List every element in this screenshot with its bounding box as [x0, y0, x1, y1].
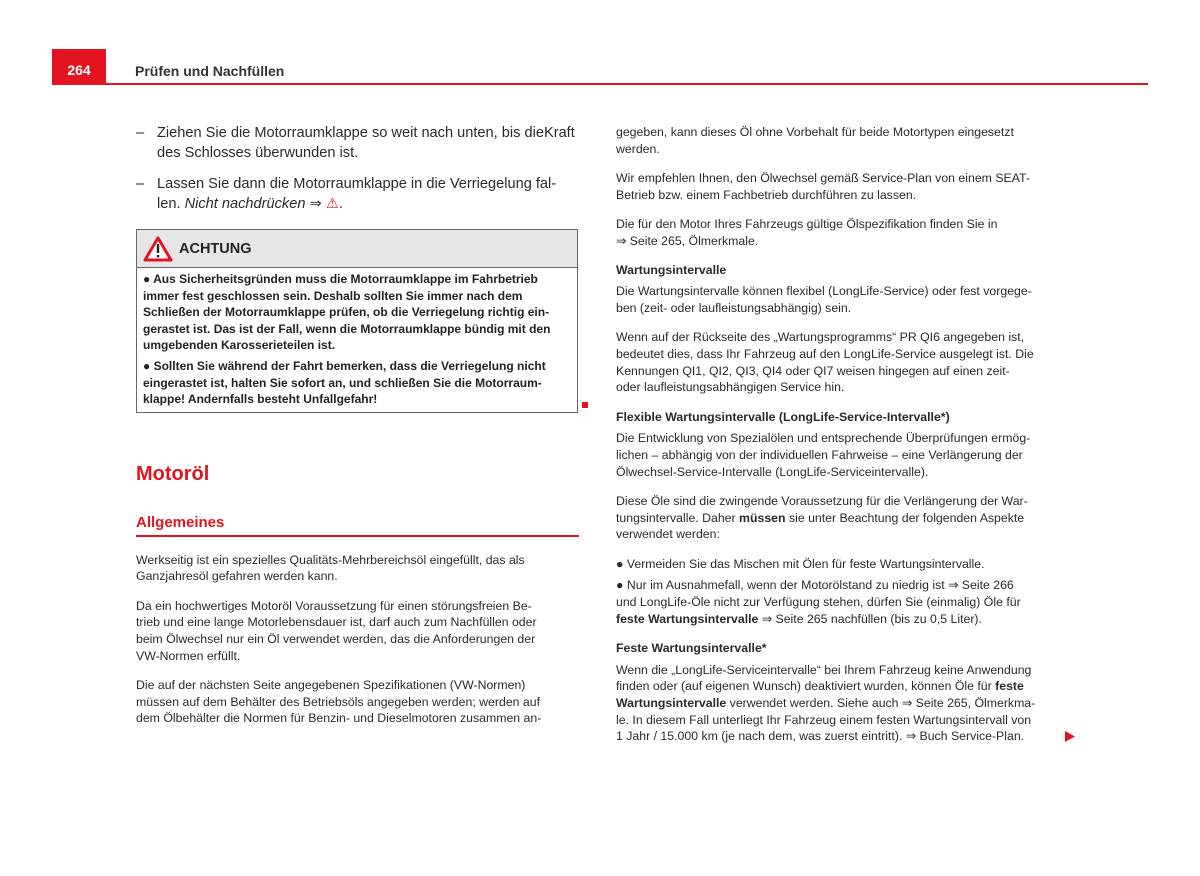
text-line: Ölwechsel-Service-Intervalle (LongLife-Serviceintervalle). — [616, 464, 929, 479]
warning-body — [137, 268, 577, 412]
chapter-title: Prüfen und Nachfüllen — [135, 63, 285, 79]
paragraph — [616, 430, 1061, 480]
text-line: Kraft des Schlosses überwunden ist. — [157, 125, 575, 161]
text-line: Ziehen Sie die Motorraumklappe so weit nach unten, bis die — [157, 125, 544, 141]
text-line: Die auf der nächsten Seite angegebenen Spezifikationen (VW-Normen) — [136, 677, 526, 692]
text-line: verwendet werden: — [616, 527, 720, 542]
paragraph — [136, 598, 579, 665]
text-segment: finden oder (auf eigenen Wunsch) deaktiviert wurden, können Öle für — [616, 679, 996, 694]
warning-triangle-icon — [143, 236, 173, 262]
text-line — [157, 196, 343, 212]
text-line: Wir empfehlen Ihnen, den Ölwechsel gemäß Service-Plan von einem SEAT- — [616, 170, 1030, 185]
text-line: werden. — [616, 141, 660, 156]
paragraph — [616, 124, 1061, 157]
text-line: Die Wartungsintervalle können flexibel (LongLife-Service) oder fest vorgege- — [616, 284, 1032, 299]
subsection-title: Allgemeines — [136, 514, 579, 537]
text-line: immer fest geschlossen sein. Deshalb sollten Sie immer nach dem — [143, 288, 523, 303]
step-1 — [136, 123, 579, 163]
text-line: oder laufleistungsabhängigen Service hin. — [616, 380, 845, 395]
text-line: ● Aus Sicherheitsgründen muss die Motorraumklappe im Fahrbetrieb — [143, 272, 538, 286]
end-marker — [582, 402, 588, 408]
warning-box — [136, 229, 578, 413]
continue-arrow-icon — [1065, 731, 1075, 742]
text-line: Ganzjahresöl gefahren werden kann. — [136, 569, 338, 584]
step-text — [157, 123, 579, 163]
paragraph — [616, 283, 1061, 316]
step-dash: – — [136, 176, 145, 192]
text-line: gerastet ist. Das ist der Fall, wenn die Motorraumklappe bündig mit den — [143, 321, 551, 336]
heading-feste: Feste Wartungsintervalle* — [616, 640, 767, 655]
text-line: ● Nur im Ausnahmefall, wenn der Motorölstand zu niedrig ist ⇒ Seite 266 — [616, 578, 1014, 593]
step-2 — [136, 174, 579, 214]
text-line: 1 Jahr / 15.000 km (je nach dem, was zuerst eintritt). ⇒ Buch Service-Plan. — [616, 729, 1025, 744]
text-line: Die Entwicklung von Spezialölen und entsprechende Überprüfungen ermög- — [616, 431, 1031, 446]
text-line: ● Sollten Sie während der Fahrt bemerken, dass die Verriegelung nicht — [143, 358, 546, 373]
warning-ref-icon: ⚠ — [325, 196, 339, 212]
text-segment: Nicht nachdrücken — [184, 196, 306, 212]
text-line: Lassen Sie dann die Motorraumklappe in die Verriegelung fal- — [157, 176, 557, 192]
paragraph — [616, 493, 1061, 543]
paragraph — [136, 677, 579, 727]
step-text — [157, 174, 579, 214]
text-line — [616, 510, 1061, 527]
warning-item-2 — [143, 358, 571, 408]
text-segment: . — [338, 196, 343, 212]
text-line: umgebenden Karosserieteilen ist. — [143, 338, 336, 353]
text-segment: verwendet werden. Siehe auch ⇒ Seite 265, Ölmerkma- — [726, 695, 1036, 710]
text-line: Wenn die „LongLife-Serviceintervalle“ bei Ihrem Fahrzeug keine Anwendung — [616, 662, 1032, 677]
text-line: ⇒ Seite 265, Ölmerkmale. — [616, 233, 759, 248]
text-line: Diese Öle sind die zwingende Voraussetzung für die Verlängerung der War- — [616, 493, 1028, 508]
text-segment: feste Wartungsintervalle — [616, 611, 759, 626]
warning-item-1 — [143, 271, 571, 354]
paragraph — [616, 170, 1061, 203]
text-line: Die für den Motor Ihres Fahrzeugs gültige Ölspezifikation finden Sie in — [616, 216, 998, 231]
text-line: VW-Normen erfüllt. — [136, 648, 241, 663]
text-line: Kennungen QI1, QI2, QI3, QI4 oder QI7 weisen hingegen auf einen zeit- — [616, 363, 1010, 378]
text-segment: müssen — [739, 510, 786, 525]
paragraph — [616, 662, 1061, 746]
step-dash: – — [136, 125, 145, 141]
text-line: le. In diesem Fall unterliegt Ihr Fahrzeug einem festen Wartungsintervall von — [616, 712, 1032, 727]
text-line: Schließen der Motorraumklappe prüfen, ob die Verriegelung richtig ein- — [143, 305, 550, 320]
text-line: beim Ölwechsel nur ein Öl verwendet werden, das die Anforderungen der — [136, 632, 536, 647]
text-segment: feste — [995, 679, 1024, 694]
bullet-item — [616, 556, 1061, 573]
text-segment: Wartungsintervalle — [616, 695, 727, 710]
text-line: bedeutet dies, dass Ihr Fahrzeug auf den LongLife-Service ausgelegt ist. Die — [616, 347, 1034, 362]
text-line — [616, 695, 1061, 712]
text-line: eingerastet ist, halten Sie sofort an, und schließen Sie die Motorraum- — [143, 375, 542, 390]
text-line — [616, 678, 1061, 695]
text-line: dem Ölbehälter die Normen für Benzin- und Dieselmotoren zusammen an- — [136, 711, 542, 726]
text-line: gegeben, kann dieses Öl ohne Vorbehalt für beide Motortypen eingesetzt — [616, 125, 1014, 139]
paragraph-with-arrow — [616, 662, 1061, 746]
text-line: lichen – abhängig von der individuellen Fahrweise – eine Verlängerung der — [616, 448, 1023, 463]
header-rule — [52, 83, 1148, 85]
paragraph — [616, 329, 1061, 396]
text-line: trieb und eine lange Motorlebensdauer ist, darf auch zum Nachfüllen oder — [136, 615, 537, 630]
section-title: Motoröl — [136, 462, 210, 485]
text-line: und LongLife-Öle nicht zur Verfügung stehen, dürfen Sie (einmalig) Öle für — [616, 594, 1021, 609]
page-number: 264 — [67, 62, 91, 78]
text-segment: tungsintervalle. Daher — [616, 510, 740, 525]
text-line: klappe! Andernfalls besteht Unfallgefahr! — [143, 392, 378, 407]
text-segment: len. — [157, 196, 185, 212]
text-line: Werkseitig ist ein spezielles Qualitäts-Mehrbereichsöl eingefüllt, das als — [136, 552, 525, 567]
warning-title: ACHTUNG — [179, 241, 252, 257]
heading-wartungsintervalle: Wartungsintervalle — [616, 262, 727, 277]
warning-header — [137, 230, 577, 268]
text-line: Wenn auf der Rückseite des „Wartungsprogramms“ PR QI6 angegeben ist, — [616, 330, 1025, 345]
bullet-item — [616, 577, 1061, 627]
text-segment: ⇒ Seite 265 nachfüllen (bis zu 0,5 Liter). — [758, 611, 982, 626]
paragraph — [136, 552, 579, 585]
right-column — [616, 124, 1061, 758]
text-line — [616, 611, 1061, 628]
text-segment: sie unter Beachtung der folgenden Aspekte — [785, 510, 1025, 525]
text-line: Betrieb bzw. einem Fachbetrieb durchführen zu lassen. — [616, 187, 917, 202]
heading-flexible: Flexible Wartungsintervalle (LongLife-Service-Intervalle*) — [616, 409, 950, 424]
left-column — [136, 123, 579, 740]
text-line: ● Vermeiden Sie das Mischen mit Ölen für feste Wartungsintervalle. — [616, 556, 985, 571]
text-line: ben (zeit- oder laufleistungsabhängig) sein. — [616, 301, 852, 316]
text-line: müssen auf dem Behälter des Betriebsöls angegeben werden; werden auf — [136, 694, 541, 709]
text-line: Da ein hochwertiges Motoröl Voraussetzung für einen störungsfreien Be- — [136, 598, 532, 613]
paragraph — [616, 216, 1061, 249]
text-segment: ⇒ — [305, 196, 326, 212]
